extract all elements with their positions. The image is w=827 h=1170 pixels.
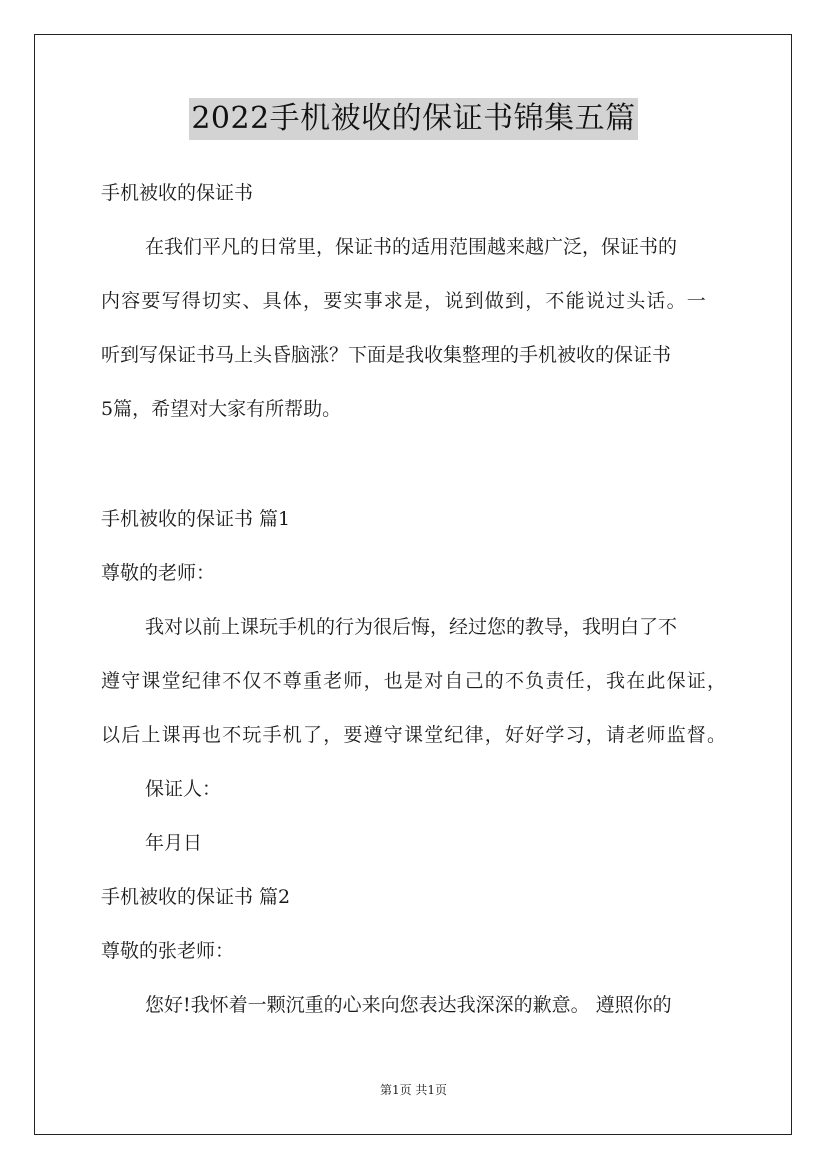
intro-heading: 手机被收的保证书 [101, 182, 254, 204]
date-label: 年月日 [145, 832, 203, 854]
paragraph-line: 遵守课堂纪律不仅不尊重老师，也是对自己的不负责任，我在此保证， [101, 670, 728, 692]
paragraph-line: 5篇，希望对大家有所帮助。 [101, 398, 342, 420]
salutation: 尊敬的老师： [101, 562, 216, 584]
paragraph-line: 以后上课再也不玩手机了，要遵守课堂纪律，好好学习，请老师监督。 [101, 724, 728, 746]
paragraph-line: 听到写保证书马上头昏脑涨？下面是我收集整理的手机被收的保证书 [101, 344, 672, 366]
salutation: 尊敬的张老师： [101, 940, 235, 962]
paragraph-line: 内容要写得切实、具体，要实事求是，说到做到，不能说过头话。一 [101, 290, 708, 312]
paragraph-line: 我对以前上课玩手机的行为很后悔，经过您的教导，我明白了不 [145, 616, 678, 638]
signer-label: 保证人： [145, 778, 222, 800]
page-footer: 第1页 共1页 [379, 1083, 448, 1097]
title-wrap [0, 98, 827, 140]
section-heading: 手机被收的保证书 篇1 [101, 508, 291, 530]
paragraph-line: 您好!我怀着一颗沉重的心来向您表达我深深的歉意。 遵照你的 [145, 994, 672, 1016]
document-title: 2022手机被收的保证书锦集五篇 [189, 98, 637, 140]
paragraph-line: 在我们平凡的日常里，保证书的适用范围越来越广泛，保证书的 [145, 236, 678, 258]
section-heading: 手机被收的保证书 篇2 [101, 886, 291, 908]
